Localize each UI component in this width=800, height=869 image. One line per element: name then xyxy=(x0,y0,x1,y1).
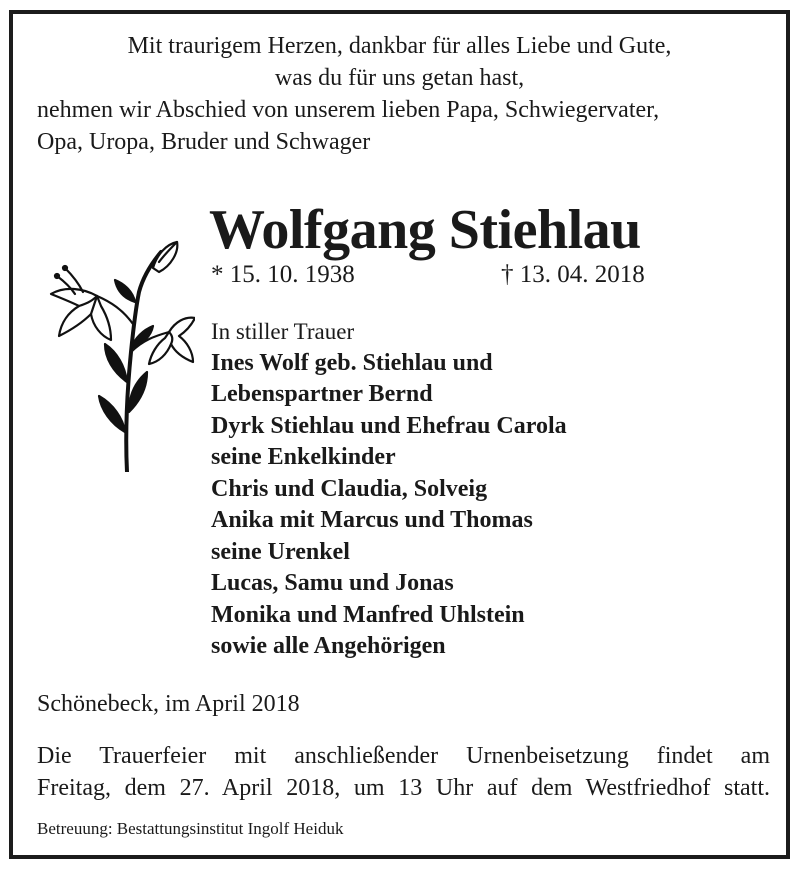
intro-line-2: was du für uns getan hast, xyxy=(274,65,525,91)
lily-icon xyxy=(35,232,195,472)
mourner-line: Monika und Manfred Uhlstein xyxy=(211,601,525,628)
mourner-line: seine Urenkel xyxy=(211,538,350,565)
mourner-line: seine Enkelkinder xyxy=(211,444,396,470)
obituary-frame xyxy=(9,10,790,859)
mourners-heading: In stiller Trauer xyxy=(211,319,355,344)
mourner-line: sowie alle Angehörigen xyxy=(211,633,446,659)
mourner-line: Ines Wolf geb. Stiehlau und xyxy=(211,349,493,376)
service-line-1: Die Trauerfeier mit anschließender Urnenbeisetzung findet am xyxy=(37,743,770,769)
intro-line-1: Mit traurigem Herzen, dankbar für alles Liebe und Gute, xyxy=(127,33,672,59)
service-line-2: Freitag, dem 27. April 2018, um 13 Uhr auf dem Westfriedhof statt. xyxy=(37,775,770,801)
mourner-line: Chris und Claudia, Solveig xyxy=(211,475,488,502)
mourner-line: Lebenspartner Bernd xyxy=(211,381,433,407)
mourner-line: Anika mit Marcus und Thomas xyxy=(211,507,533,533)
birth-date: * 15. 10. 1938 xyxy=(211,261,355,288)
intro-line-3: nehmen wir Abschied von unserem lieben Papa, Schwiegervater, xyxy=(37,97,660,123)
death-date: † 13. 04. 2018 xyxy=(501,261,645,288)
place-and-date: Schönebeck, im April 2018 xyxy=(37,691,300,717)
intro-text xyxy=(13,30,786,94)
undertaker-credit: Betreuung: Bestattungsinstitut Ingolf Heiduk xyxy=(37,819,344,838)
deceased-name: Wolfgang Stiehlau xyxy=(209,199,641,261)
mourner-line: Dyrk Stiehlau und Ehefrau Carola xyxy=(211,412,567,439)
service-notice xyxy=(37,740,770,804)
intro-text-continued xyxy=(37,94,659,158)
mourners-list xyxy=(211,316,567,663)
mourner-line: Lucas, Samu und Jonas xyxy=(211,570,454,596)
intro-line-4: Opa, Uropa, Bruder und Schwager xyxy=(37,129,371,155)
